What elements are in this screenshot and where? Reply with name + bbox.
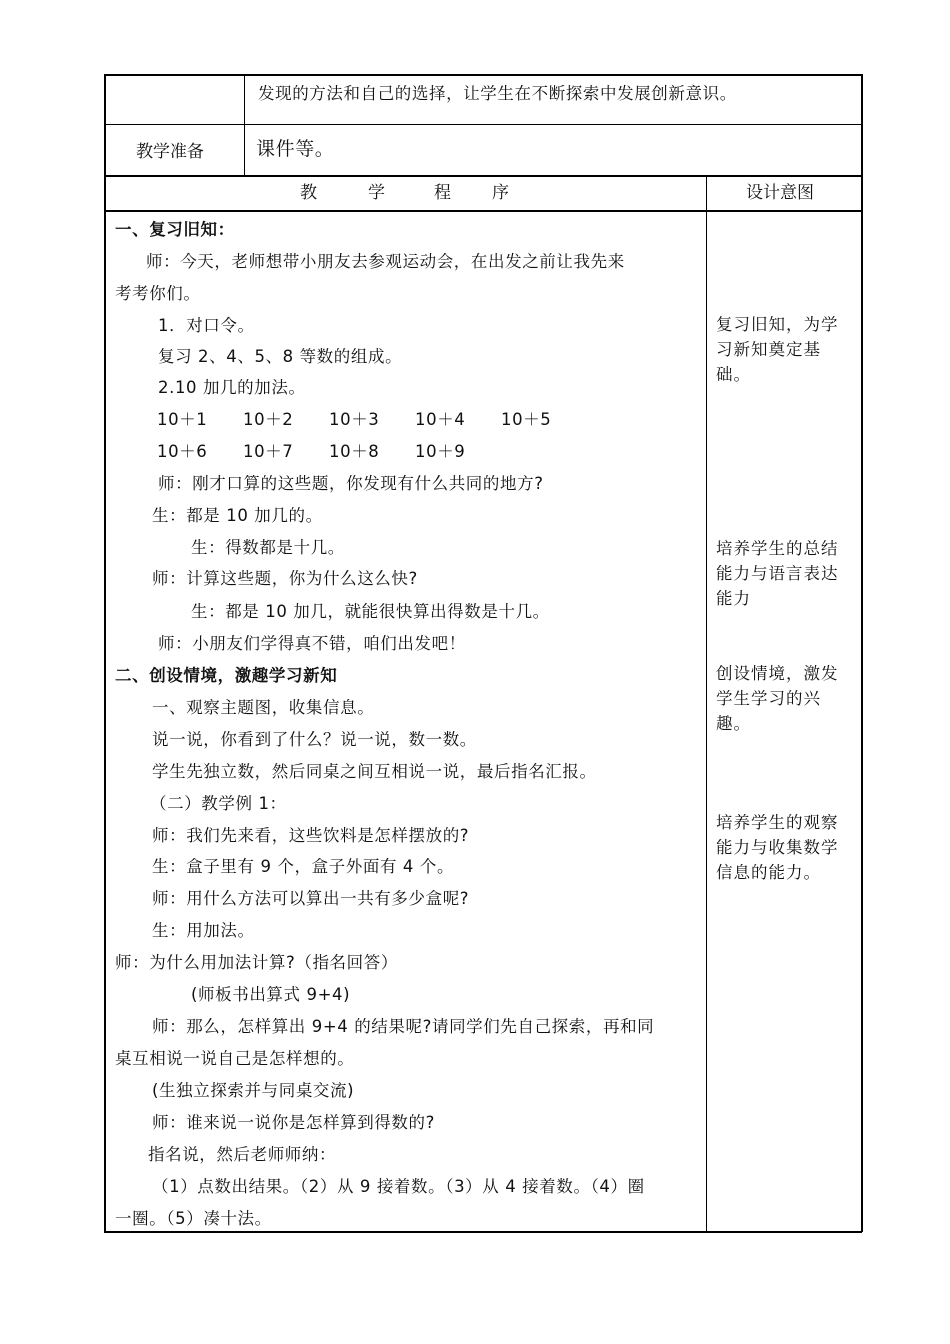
calc-item: 10＋9 bbox=[415, 442, 466, 461]
line: 生：都是 10 加几的。 bbox=[152, 506, 323, 525]
line: (师板书出算式 9+4) bbox=[191, 985, 351, 1004]
line: 师：用什么方法可以算出一共有多少盒呢? bbox=[152, 889, 470, 908]
section1-title: 一、复习旧知： bbox=[115, 220, 235, 239]
calc-item: 10＋3 bbox=[329, 410, 380, 429]
calc-item: 10＋1 bbox=[157, 410, 208, 429]
top-row-text: 发现的方法和自己的选择，让学生在不断探索中发展创新意识。 bbox=[258, 84, 737, 103]
calc-item: 10＋5 bbox=[501, 410, 552, 429]
table-border-row1 bbox=[104, 124, 862, 125]
intent-note-1: 复习旧知，为学习新知奠定基础。 bbox=[716, 315, 839, 384]
header-char: 序 bbox=[492, 183, 509, 203]
line: 一、观察主题图，收集信息。 bbox=[152, 698, 375, 717]
line: 师：为什么用加法计算?（指名回答） bbox=[115, 953, 398, 972]
line: 生：盒子里有 9 个，盒子外面有 4 个。 bbox=[152, 857, 455, 876]
table-border-right bbox=[861, 74, 863, 1232]
intent-note-2: 培养学生的总结能力与语言表达能力 bbox=[716, 539, 839, 608]
calc-item: 10＋8 bbox=[329, 442, 380, 461]
header-intent: 设计意图 bbox=[746, 183, 814, 203]
calc-item: 10＋4 bbox=[415, 410, 466, 429]
calc-item: 10＋6 bbox=[157, 442, 208, 461]
line: (生独立探索并与同桌交流) bbox=[152, 1081, 355, 1100]
line: 学生先独立数，然后同桌之间互相说一说，最后指名汇报。 bbox=[152, 762, 597, 781]
line: 桌互相说一说自己是怎样想的。 bbox=[115, 1049, 355, 1068]
line: 师：谁来说一说你是怎样算到得数的? bbox=[152, 1113, 435, 1132]
line: 指名说，然后老师师纳： bbox=[148, 1145, 337, 1164]
prep-value: 课件等。 bbox=[256, 138, 335, 160]
line: 师：刚才口算的这些题，你发现有什么共同的地方? bbox=[158, 474, 544, 493]
line: 师：小朋友们学得真不错，咱们出发吧！ bbox=[158, 634, 466, 653]
line: 师：那么，怎样算出 9+4 的结果呢?请同学们先自己探索，再和同 bbox=[152, 1017, 655, 1036]
header-char: 教 bbox=[300, 183, 317, 203]
intent-note-3: 创设情境，激发学生学习的兴趣。 bbox=[716, 664, 839, 733]
prep-label: 教学准备 bbox=[136, 142, 204, 162]
line: 师：今天，老师想带小朋友去参观运动会，在出发之前让我先来 bbox=[146, 252, 625, 271]
line: 师：我们先来看，这些饮料是怎样摆放的? bbox=[152, 826, 470, 845]
line: 生：用加法。 bbox=[152, 921, 255, 940]
line: （二）教学例 1： bbox=[150, 794, 287, 813]
table-border-row3 bbox=[104, 210, 862, 212]
line: 一圈。（5）凑十法。 bbox=[115, 1209, 272, 1228]
calc-row-1 bbox=[157, 410, 551, 430]
table-border-left bbox=[104, 74, 106, 1232]
header-char: 程 bbox=[434, 183, 451, 203]
table-divider-label bbox=[244, 74, 245, 176]
calc-item: 10＋2 bbox=[243, 410, 294, 429]
table-border-row2 bbox=[104, 175, 862, 177]
table-border-top bbox=[104, 74, 862, 76]
line: 复习 2、4、5、8 等数的组成。 bbox=[158, 347, 403, 366]
calc-row-2 bbox=[157, 442, 465, 462]
table-divider-intent bbox=[706, 175, 707, 1232]
line: 说一说，你看到了什么？说一说，数一数。 bbox=[152, 730, 477, 749]
line: 1．对口令。 bbox=[158, 316, 255, 335]
line: 2.10 加几的加法。 bbox=[158, 378, 306, 397]
line: 生：都是 10 加几，就能很快算出得数是十几。 bbox=[191, 602, 550, 621]
line: 生：得数都是十几。 bbox=[191, 538, 345, 557]
line: 考考你们。 bbox=[115, 284, 201, 303]
header-char: 学 bbox=[368, 183, 385, 203]
calc-item: 10＋7 bbox=[243, 442, 294, 461]
table-border-bottom bbox=[104, 1231, 862, 1233]
line: （1）点数出结果。（2）从 9 接着数。（3）从 4 接着数。（4）圈 bbox=[152, 1177, 645, 1196]
line: 师：计算这些题，你为什么这么快? bbox=[152, 569, 418, 588]
section2-title: 二、创设情境，激趣学习新知 bbox=[115, 666, 338, 685]
intent-note-4: 培养学生的观察能力与收集数学信息的能力。 bbox=[716, 813, 839, 882]
